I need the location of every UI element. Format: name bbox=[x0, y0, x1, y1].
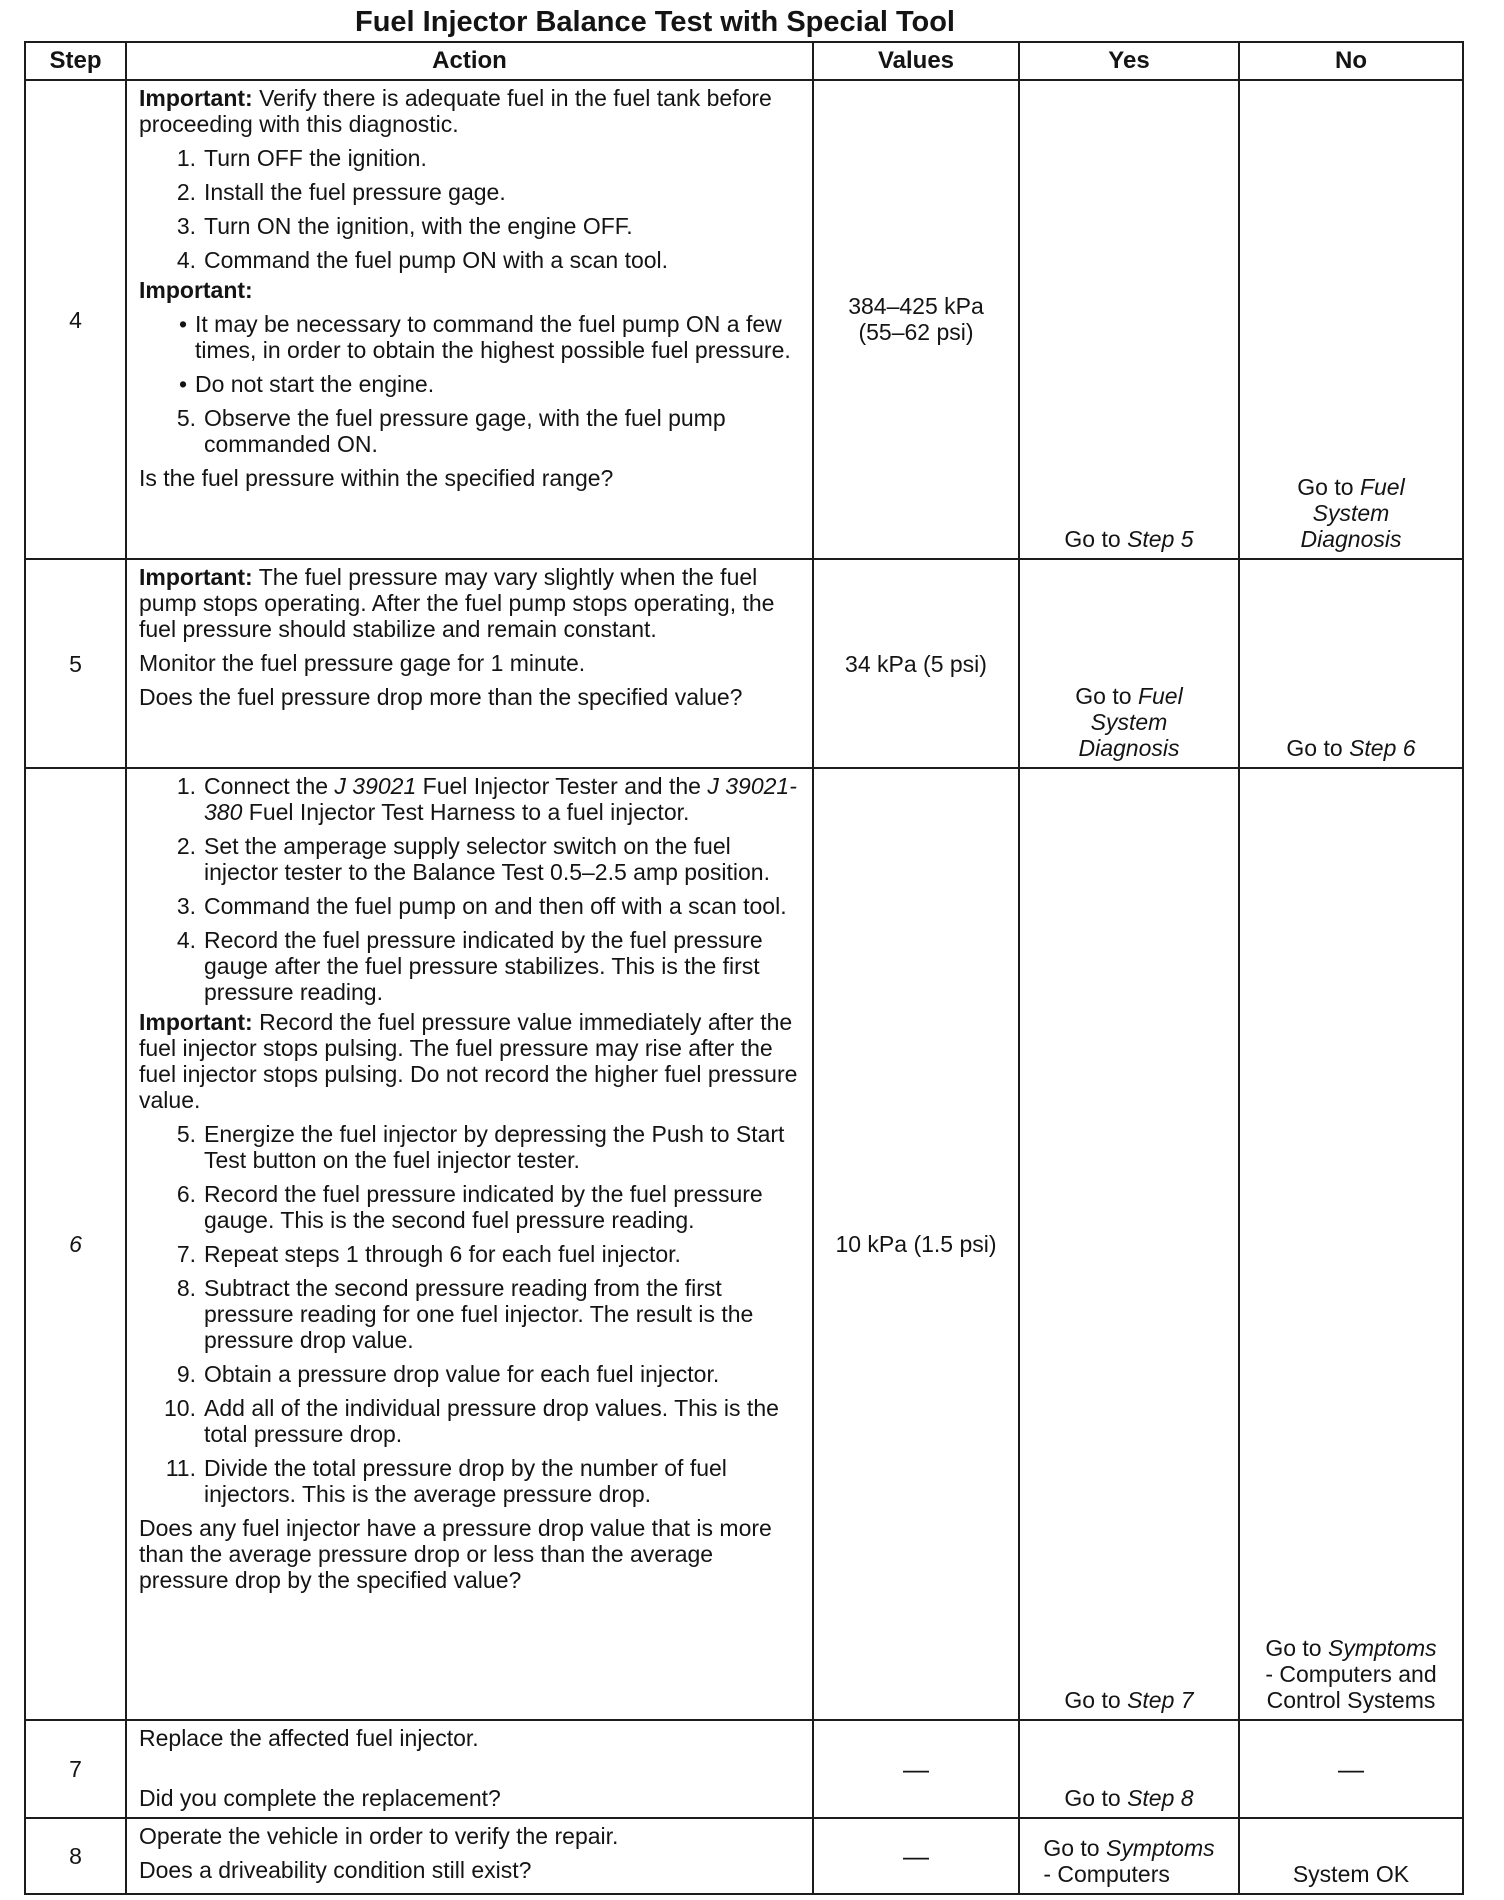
important-label: Important: bbox=[139, 277, 253, 303]
yes-cell: Go to Step 5 bbox=[1019, 80, 1239, 559]
yes-cell: Go to Step 7 bbox=[1019, 768, 1239, 1720]
list-item: 1. Turn OFF the ignition. bbox=[176, 145, 427, 171]
header-action: Action bbox=[126, 42, 813, 80]
no-cell: — bbox=[1239, 1720, 1463, 1818]
action-cell bbox=[126, 768, 813, 1720]
list-item: 9. Obtain a pressure drop value for each fuel injector. bbox=[176, 1361, 720, 1387]
step-link: Step 7 bbox=[1127, 1687, 1194, 1713]
step-number: 6 bbox=[25, 768, 126, 1720]
list-item: 5. Observe the fuel pressure gage, with the fuel pump commanded ON. bbox=[176, 405, 726, 457]
list-item: 3. Turn ON the ignition, with the engine OFF. bbox=[176, 213, 633, 239]
header-no: No bbox=[1239, 42, 1463, 80]
no-cell: Go to Fuel System Diagnosis bbox=[1239, 80, 1463, 559]
table-row-step-8 bbox=[25, 1818, 1463, 1894]
value-cell: 384–425 kPa (55–62 psi) bbox=[813, 80, 1019, 559]
diagnostic-table bbox=[24, 41, 1464, 1895]
list-item: 7. Repeat steps 1 through 6 for each fuel injector. bbox=[176, 1241, 681, 1267]
yes-cell: Go to Fuel System Diagnosis bbox=[1019, 559, 1239, 768]
list-item: 4. Command the fuel pump ON with a scan tool. bbox=[176, 247, 669, 273]
list-item: 5. Energize the fuel injector by depressing the Push to Start Test button on the fuel injector tester. bbox=[176, 1121, 785, 1173]
table-row-step-7 bbox=[25, 1720, 1463, 1818]
yes-cell: Go to Symptoms - Computers bbox=[1019, 1818, 1239, 1894]
step-link: Step 6 bbox=[1349, 735, 1416, 761]
question: Does any fuel injector have a pressure drop value that is more than the average pressure drop or less than the average pressure drop by the specified value? bbox=[139, 1515, 772, 1593]
step-number: 8 bbox=[25, 1818, 126, 1894]
important-note: Important: Record the fuel pressure value immediately after the fuel injector stops pulsing. The fuel pressure may rise after the fuel injector stops pulsing. Do not record the higher fuel pressure value. bbox=[139, 1009, 798, 1113]
value-cell: 10 kPa (1.5 psi) bbox=[813, 768, 1019, 1720]
step-number: 7 bbox=[25, 1720, 126, 1818]
action-cell: Replace the affected fuel injector. Did you complete the replacement? bbox=[126, 1720, 813, 1818]
list-item: 4. Record the fuel pressure indicated by the fuel pressure gauge after the fuel pressure stabilizes. This is the first pressure reading. bbox=[176, 927, 763, 1005]
page-title: Fuel Injector Balance Test with Special Tool bbox=[355, 6, 955, 38]
important-note: Important: Verify there is adequate fuel in the fuel tank before proceeding with this diagnostic. bbox=[139, 85, 772, 137]
list-item: 3. Command the fuel pump on and then off with a scan tool. bbox=[176, 893, 787, 919]
header-values: Values bbox=[813, 42, 1019, 80]
header-yes: Yes bbox=[1019, 42, 1239, 80]
action-cell bbox=[126, 80, 813, 559]
bullet-item: • It may be necessary to command the fuel pump ON a few times, in order to obtain the highest possible fuel pressure. bbox=[178, 311, 791, 363]
table-row-step-6 bbox=[25, 768, 1463, 1720]
header-row bbox=[25, 42, 1463, 80]
value-cell: 34 kPa (5 psi) bbox=[813, 559, 1019, 768]
table-row-step-5 bbox=[25, 559, 1463, 768]
yes-cell: Go to Step 8 bbox=[1019, 1720, 1239, 1818]
question: Does a driveability condition still exist? bbox=[139, 1857, 532, 1883]
table-row-step-4 bbox=[25, 80, 1463, 559]
header-step: Step bbox=[25, 42, 126, 80]
step-number: 4 bbox=[25, 80, 126, 559]
no-cell: System OK bbox=[1239, 1818, 1463, 1894]
list-item: 10. Add all of the individual pressure drop values. This is the total pressure drop. bbox=[164, 1395, 779, 1447]
bullet-item: • Do not start the engine. bbox=[178, 371, 435, 397]
value-cell: — bbox=[813, 1818, 1019, 1894]
question: Did you complete the replacement? bbox=[139, 1785, 501, 1811]
list-item: 6. Record the fuel pressure indicated by the fuel pressure gauge. This is the second fuel pressure reading. bbox=[176, 1181, 763, 1233]
step-number: 5 bbox=[25, 559, 126, 768]
list-item: 2. Set the amperage supply selector switch on the fuel injector tester to the Balance Test 0.5–2.5 amp position. bbox=[176, 833, 770, 885]
list-item: 11. Divide the total pressure drop by the number of fuel injectors. This is the average pressure drop. bbox=[165, 1455, 727, 1507]
question: Does the fuel pressure drop more than the specified value? bbox=[139, 684, 743, 710]
step-link: Step 8 bbox=[1127, 1785, 1194, 1811]
action-cell: Operate the vehicle in order to verify the repair. Does a driveability condition still exist? bbox=[126, 1818, 813, 1894]
list-item: 8. Subtract the second pressure reading from the first pressure reading for one fuel injector. The result is the pressure drop value. bbox=[176, 1275, 754, 1353]
list-item: 2. Install the fuel pressure gage. bbox=[176, 179, 506, 205]
no-cell: Go to Symptoms - Computers and Control Systems bbox=[1239, 768, 1463, 1720]
no-cell: Go to Step 6 bbox=[1239, 559, 1463, 768]
list-item: 1. Connect the J 39021 Fuel Injector Tester and the J 39021-380 Fuel Injector Test Harness to a fuel injector. bbox=[176, 773, 797, 825]
value-cell: — bbox=[813, 1720, 1019, 1818]
question: Is the fuel pressure within the specified range? bbox=[139, 465, 614, 491]
important-note: Important: The fuel pressure may vary slightly when the fuel pump stops operating. After the fuel pump stops operating, the fuel pressure should stabilize and remain constant. bbox=[139, 564, 775, 642]
step-link: Step 5 bbox=[1127, 526, 1194, 552]
action-cell: Important: The fuel pressure may vary slightly when the fuel pump stops operating. After the fuel pump stops operating, the fuel pressure should stabilize and remain constant. Monitor the fuel pressure gage for 1 minute. Does the fuel pressure drop more than the specified value? bbox=[126, 559, 813, 768]
